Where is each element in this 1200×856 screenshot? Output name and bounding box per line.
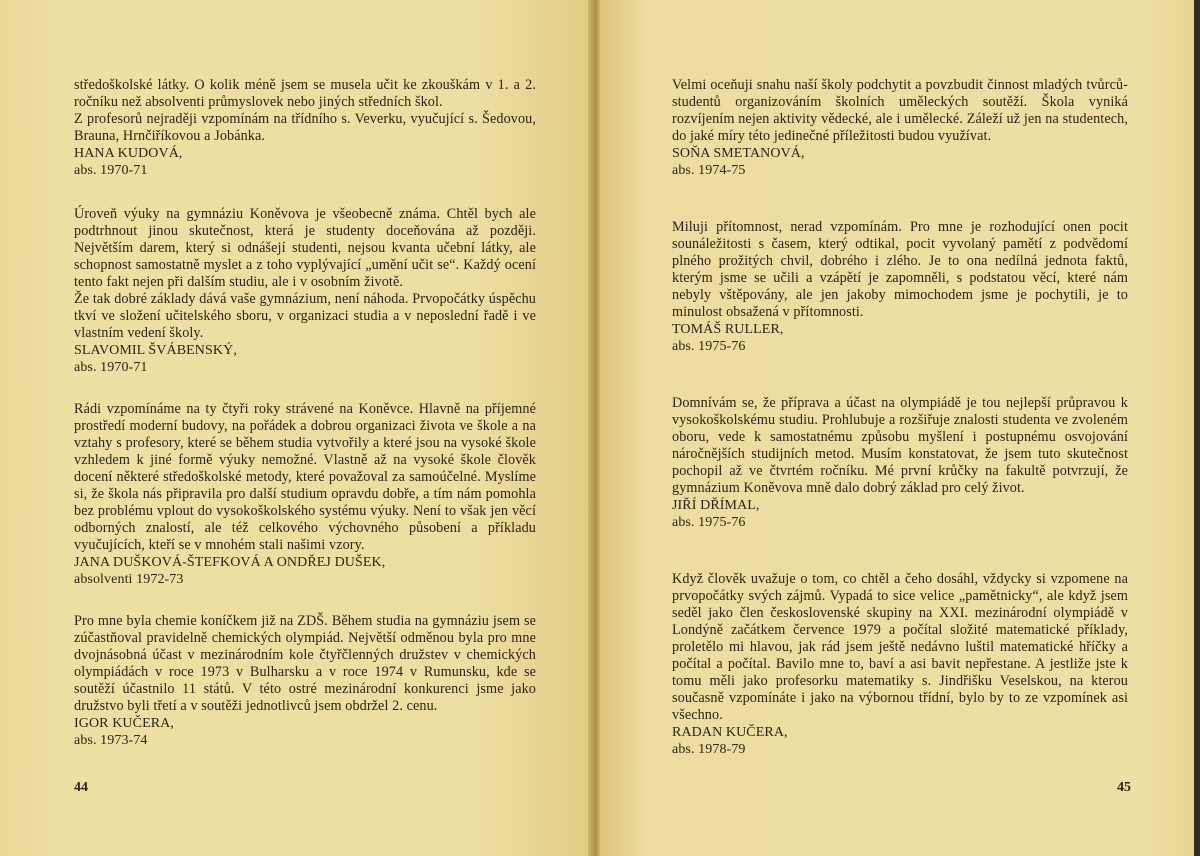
testimonial-block <box>672 77 1128 219</box>
testimonial-block <box>672 395 1128 571</box>
testimonial-text: Úroveň výuky na gymnáziu Koněvova je všeobecně známa. Chtěl bych ale podtrhnout jinou skutečnost, která je studenty doceňována až později. Největším darem, který si odnášejí studenti, nejsou kvanta učební látky, ale schopnost samostatně myslet a z toho vyplývající „umění učit se“. Každý ocení tento fakt nejen při dalším studiu, ale i v osobním životě. Že tak dobré základy dává vaše gymnázium, není náhoda. Prvopočátky úspěchu tkví ve složení učitelského sboru, v organizaci studia a v neposlední řadě i ve vlastním vedení školy. <box>74 206 536 341</box>
testimonial-text: Když člověk uvažuje o tom, co chtěl a čeho dosáhl, vždycky si vzpomene na prvopočátky svých zájmů. Vypadá to sice velice „pamětnicky“, ale když jsem seděl jako člen československé skupiny na XXI. mezinárodní olympiádě v Londýně začátkem července 1979 a počítal složité matematické příklady, proletělo mi hlavou, jak rád jsem ještě nedávno luštil matematické hříčky a počítal a počítal. Bavilo mne to, baví a asi bavit nepřestane. A jestliže jste k tomu měli jako profesorku matematiky s. Jindřišku Veselskou, na kterou současně vzpomínáte i jako na výbornou třídní, bylo by to ze vzpomínek asi všechno. <box>672 571 1128 723</box>
graduation-years: absolventi 1972-73 <box>74 572 184 587</box>
graduation-years: abs. 1973-74 <box>74 733 148 748</box>
author-name: RADAN KUČERA, <box>672 725 788 740</box>
author-name: IGOR KUČERA, <box>74 716 174 731</box>
testimonial-text: Velmi oceňuji snahu naší školy podchytit a povzbudit činnost mladých tvůrců-studentů organizováním školních uměleckých soutěží. Škola vyniká rozvíjením nejen aktivity vědecké, ale i umělecké. Záleží už jen na studentech, do jaké míry této jedinečné příležitosti budou využívat. <box>672 77 1128 144</box>
author-name: JIŘÍ DŘÍMAL, <box>672 498 760 513</box>
author-name: SOŇA SMETANOVÁ, <box>672 146 805 161</box>
page-number-right: 45 <box>1117 780 1131 795</box>
testimonial-block <box>672 571 1128 758</box>
testimonial-block <box>672 219 1128 395</box>
page-number-left: 44 <box>74 780 88 795</box>
testimonial-block <box>74 613 536 749</box>
author-name: SLAVOMIL ŠVÁBENSKÝ, <box>74 343 237 358</box>
graduation-years: abs. 1970-71 <box>74 163 148 178</box>
block-spacer <box>672 531 1128 571</box>
graduation-years: abs. 1974-75 <box>672 163 746 178</box>
graduation-years: abs. 1978-79 <box>672 742 746 757</box>
scan-edge <box>1194 0 1200 856</box>
testimonial-text: Pro mne byla chemie koníčkem již na ZDŠ. Během studia na gymnáziu jsem se zúčastňoval pravidelně chemických olympiád. Největší odměnou byla pro mne dvojnásobná účast v mezinárodním kole čtyřčlenných družstev v chemických olympiádách v roce 1973 v Bulharsku a v roce 1974 v Rumunsku, kde se soutěží účastnilo 11 států. V této ostré mezinárodní konkurenci jsme jako družstvo byli třetí a v soutěži jednotlivců jsem obdržel 2. cenu. <box>74 613 536 714</box>
block-spacer <box>74 588 536 613</box>
right-page <box>600 0 1200 856</box>
author-name: TOMÁŠ RULLER, <box>672 322 784 337</box>
block-spacer <box>672 179 1128 219</box>
testimonial-block <box>74 206 536 401</box>
graduation-years: abs. 1970-71 <box>74 360 148 375</box>
testimonial-text: středoškolské látky. O kolik méně jsem se musela učit ke zkouškám v 1. a 2. ročníku než absolventi průmyslovek nebo jiných středních škol. Z profesorů nejraději vzpomínám na třídního s. Veverku, vyučující s. Šedovou, Brauna, Hrnčiříkovou a Jobánka. <box>74 77 536 144</box>
right-page-text <box>672 77 1128 758</box>
graduation-years: abs. 1975-76 <box>672 515 746 530</box>
block-spacer <box>74 376 536 401</box>
testimonial-text: Miluji přítomnost, nerad vzpomínám. Pro mne je rozhodující onen pocit sounáležitosti s časem, který odtikal, pocit vyvolaný pamětí z podvědomí plného prožitých chvil, dobrého i zlého. Je to ona nedílná jednota faktů, kterým jsme se učili a vzápětí je zapomněli, s podstatou věcí, které nám nebyly vštěpovány, ale jen jakoby mimochodem jsme je pochytili, je to minulost obsažená v přítomnosti. <box>672 219 1128 320</box>
testimonial-block <box>74 77 536 206</box>
block-spacer <box>74 179 536 206</box>
author-name: HANA KUDOVÁ, <box>74 146 183 161</box>
left-page <box>0 0 595 856</box>
testimonial-text: Rádi vzpomínáme na ty čtyři roky strávené na Koněvce. Hlavně na příjemné prostředí moderní budovy, na pořádek a dobrou organizaci života ve škole a na vztahy s profesory, které se během studia vytvořily a které jsou na vysoké škole vzhledem k jiné formě výuky nemožné. Vlastně až na vysoké škole člověk docení některé středoškolské metody, které považoval za samoúčelné. Myslíme si, že škola nás připravila pro další studium opravdu dobře, a tím nám pomohla bez problému vplout do vysokoškolského systému výuky. Není to však jen věcí odborných znalostí, ale též celkového výchovného působení a příkladu vyučujících, kteří se v mnohém stali našimi vzory. <box>74 401 536 553</box>
author-name: JANA DUŠKOVÁ-ŠTEFKOVÁ A ONDŘEJ DUŠEK, <box>74 555 386 570</box>
testimonial-text: Domnívám se, že příprava a účast na olympiádě je tou nejlepší průpravou k vysokoškolskému studiu. Prohlubuje a rozšiřuje znalosti studenta ve zvoleném oboru, vede k samostatnému způsobu myšlení i postupnému osvojování náročnějších studijních metod. Musím konstatovat, že jsem tuto skutečnost pochopil až ve čtvrtém ročníku. Mé první krůčky na fakultě potvrzují, že gymnázium Koněvova mně dalo dobrý základ pro celý život. <box>672 395 1128 496</box>
graduation-years: abs. 1975-76 <box>672 339 746 354</box>
left-page-text <box>74 77 536 749</box>
block-spacer <box>672 355 1128 395</box>
testimonial-block <box>74 401 536 613</box>
